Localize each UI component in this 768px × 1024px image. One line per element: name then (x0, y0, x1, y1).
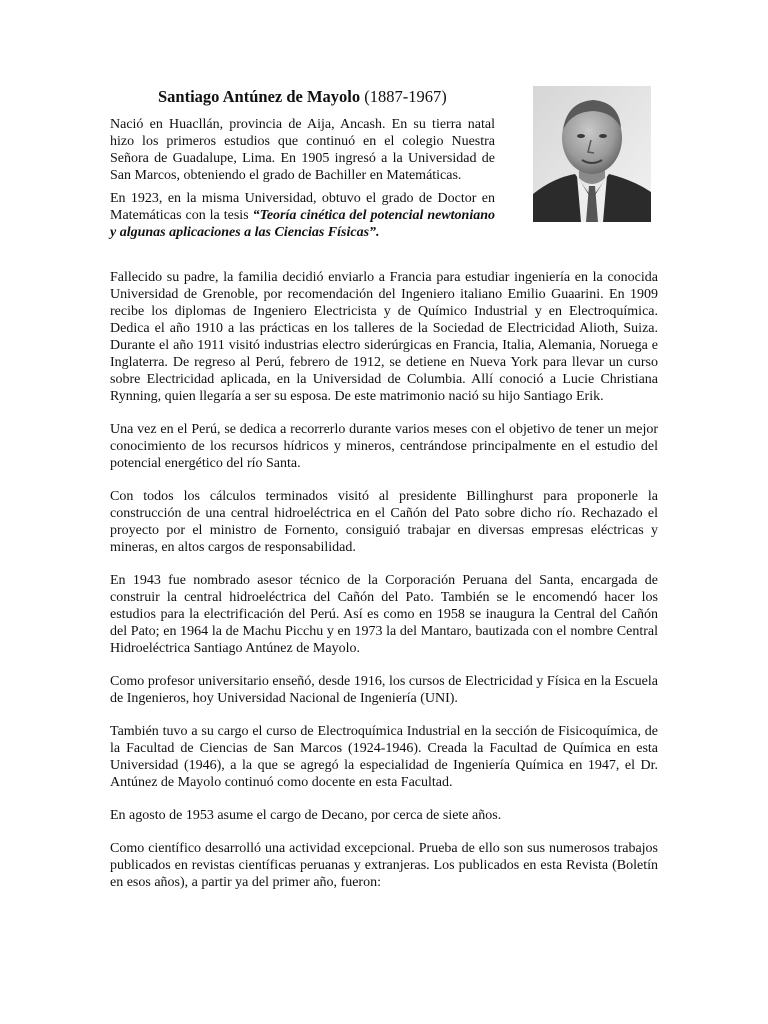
paragraph-cientifico: Como científico desarrolló una actividad excepcional. Prueba de ello son sus numerosos trabajos publicados en revistas científicas peruanas y extranjeras. Los publicados en esta Revista (Boletín en esos años), a partir ya del primer año, fueron: (110, 841, 658, 890)
paragraph-corporacion-santa: En 1943 fue nombrado asesor técnico de la Corporación Peruana del Santa, encargada de construir la central hidroeléctrica del Cañón del Pato. También se le encomendó hacer los estudios para la electrificación del Perú. Así es como en 1958 se inaugura la Central del Cañón del Pato; en 1964 la de Machu Picchu y en 1973 la del Mantaro, bautizada con el nombre Central Hidroeléctrica Santiago Antúnez de Mayolo. (110, 573, 658, 656)
portrait-photo (533, 86, 651, 222)
paragraph-decano: En agosto de 1953 asume el cargo de Decano, por cerca de siete años. (110, 808, 502, 823)
page-title (158, 86, 528, 108)
paragraph-electroquimica: También tuvo a su cargo el curso de Electroquímica Industrial en la sección de Fisicoquímica, de la Facultad de Ciencias de San Marcos (1924-1946). Creada la Facultad de Química en esta Universidad (1946), a la que se agregó la especialidad de Ingeniería Química en 1947, el Dr. Antúnez de Mayolo continuó como docente en esta Facultad. (110, 724, 658, 790)
doctorate-text: En 1923, en la misma Universidad, obtuvo el grado de Doctor en Matemáticas con la tesis (110, 191, 495, 223)
doctorate-paragraph (110, 190, 495, 241)
intro-section (110, 116, 495, 247)
paragraph-profesor: Como profesor universitario enseñó, desde 1916, los cursos de Electricidad y Física en la Escuela de Ingenieros, hoy Universidad Nacional de Ingeniería (UNI). (110, 674, 658, 706)
paragraph-billinghurst: Con todos los cálculos terminados visitó al presidente Billinghurst para proponerle la construcción de una central hidroeléctrica en el Cañón del Pato sobre dicho río. Rechazado el proyecto por el ministro de Fornento, consiguió trabajar en diversas empresas eléctricas y mineras, en altos cargos de responsabilidad. (110, 489, 658, 555)
intro-paragraph: Nació en Huacllán, provincia de Aija, Ancash. En su tierra natal hizo los primeros estudios que continuó en el colegio Nuestra Señora de Guadalupe, Lima. En 1905 ingresó a la Universidad de San Marcos, obteniendo el grado de Bachiller en Matemáticas. (110, 117, 495, 183)
thesis-title: “Teoría cinética del potencial newtoniano y algunas aplicaciones a las Ciencias Físicas”. (110, 208, 496, 240)
paragraph-studies-france: Fallecido su padre, la familia decidió enviarlo a Francia para estudiar ingeniería en la conocida Universidad de Grenoble, por recomendación del Ingeniero italiano Emilio Guaarini. En 1909 recibe los diplomas de Ingeniero Electricista y de Químico Industrial y en Electroquímica. Dedica el año 1910 a las prácticas en los talleres de la Sociedad de Electricidad Alioth, Suiza. Durante el año 1911 visitó industrias electro siderúrgicas en Francia, Italia, Alemania, Noruega e Inglaterra. De regreso al Perú, febrero de 1912, se detiene en Nueva York para llevar un curso sobre Electricidad aplicada, en la Universidad de Columbia. Allí conoció a Lucie Christiana Rynning, quien llegaría a ser su esposa. De este matrimonio nació su hijo Santiago Erik. (110, 270, 658, 404)
portrait-photo-icon (533, 86, 651, 222)
paragraph-return-peru: Una vez en el Perú, se dedica a recorrerlo durante varios meses con el objetivo de tener un mejor conocimiento de los recursos hídricos y mineros, centrándose principalmente en el estudio del potencial energético del río Santa. (110, 422, 658, 471)
biography-body (110, 269, 658, 907)
title-name: Santiago Antúnez de Mayolo (158, 87, 361, 106)
title-years: (1887-1967) (364, 87, 447, 106)
